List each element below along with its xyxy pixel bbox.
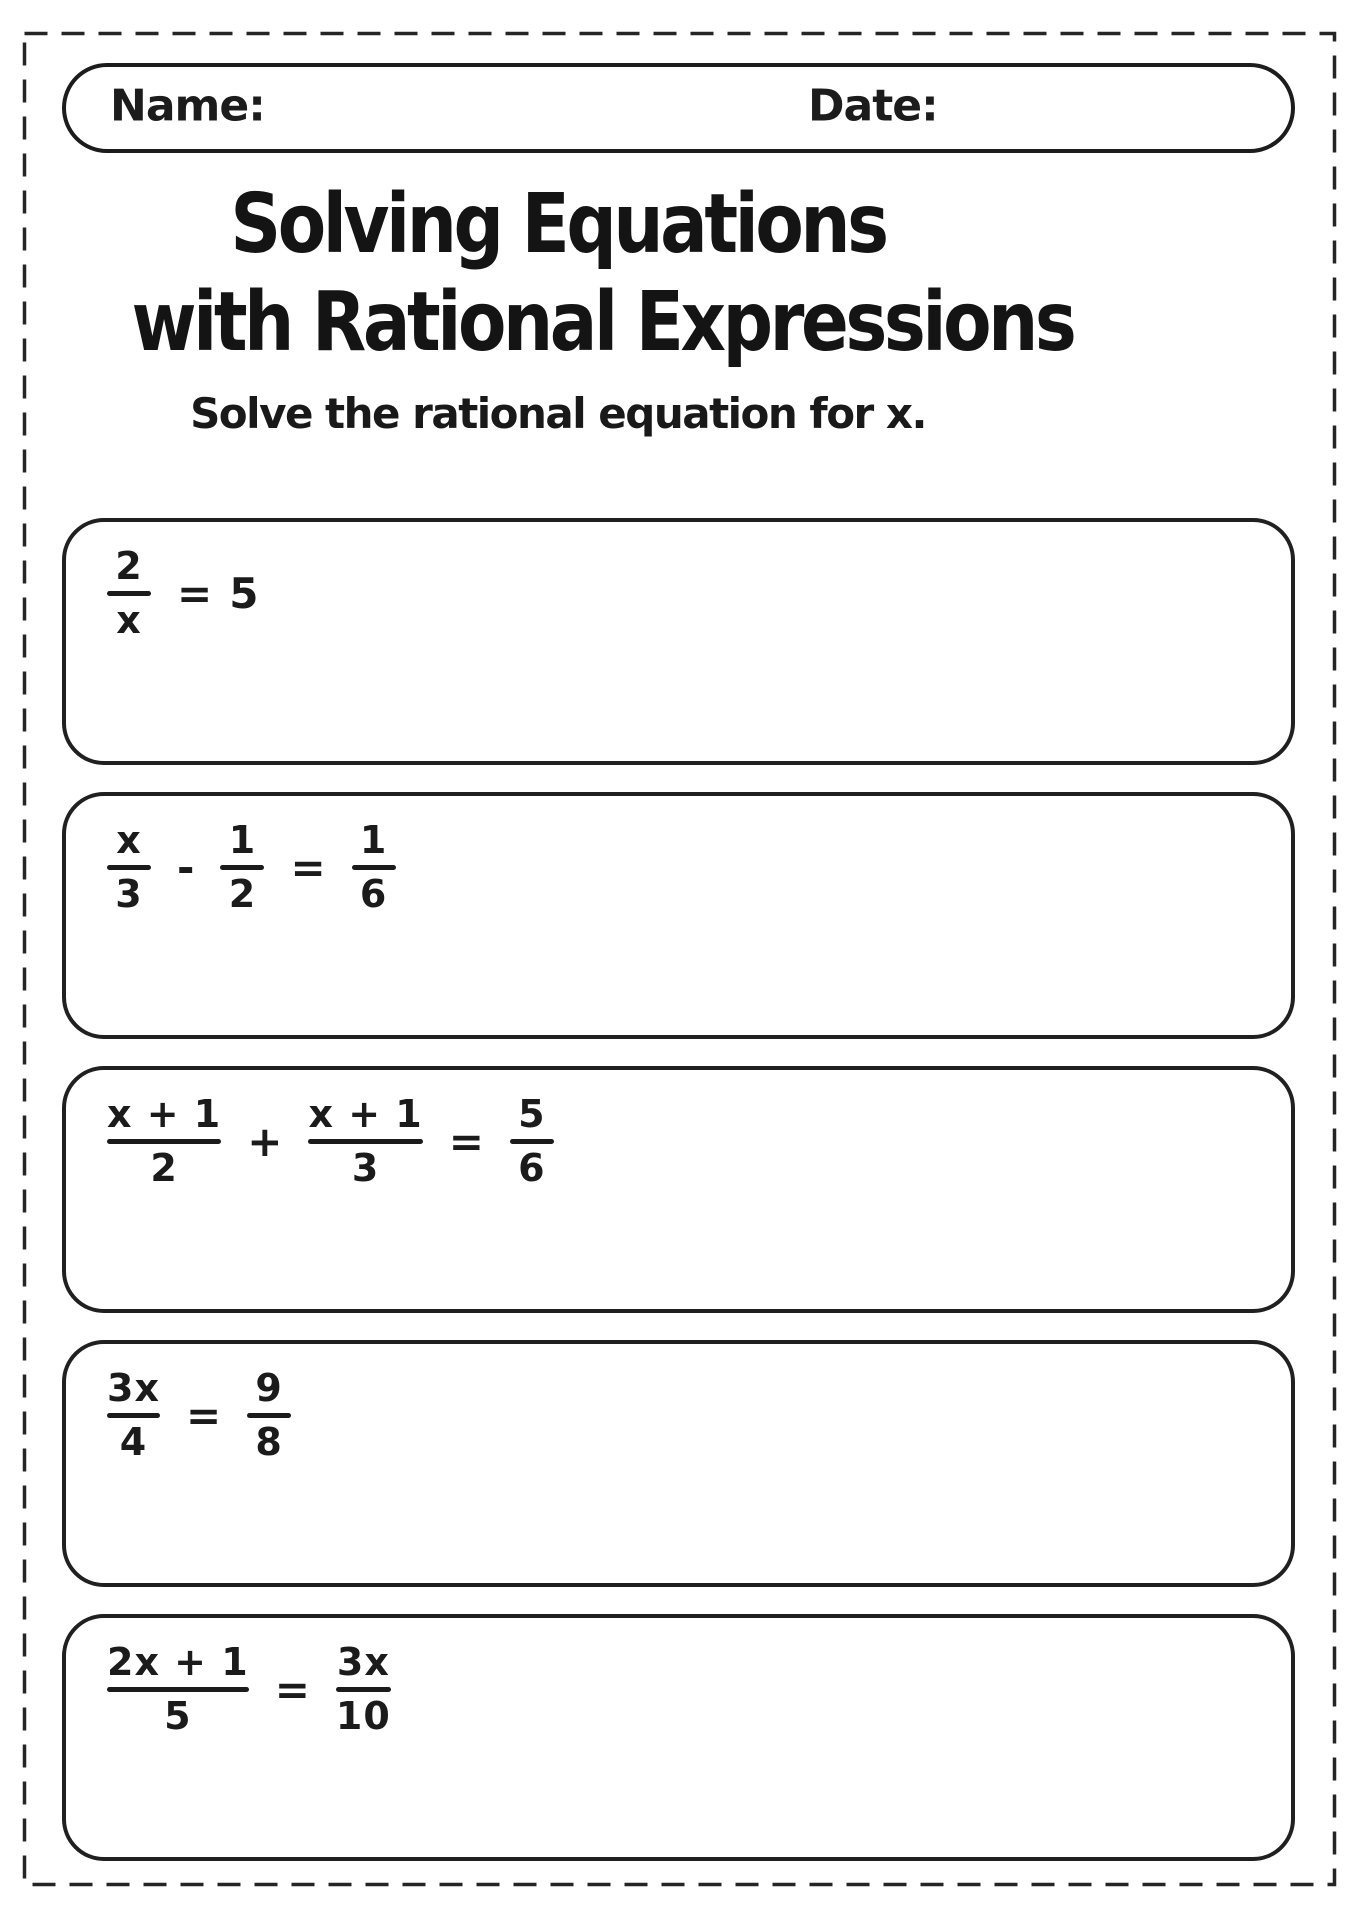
- answer-workspace-5[interactable]: [98, 1737, 1263, 1857]
- fraction: [98, 1642, 258, 1737]
- fraction-denominator: 2: [150, 1146, 178, 1191]
- page-title: [131, 176, 1074, 373]
- operator: =: [177, 568, 213, 618]
- fraction-numerator: 9: [255, 1366, 283, 1410]
- fraction-bar: [308, 1139, 422, 1144]
- problem-box-2: [62, 792, 1295, 1039]
- title-block: [62, 176, 1074, 438]
- fraction: [327, 1642, 400, 1737]
- fraction-numerator: 3x: [336, 1640, 390, 1684]
- fraction-bar: [336, 1687, 391, 1692]
- fraction-denominator: 8: [255, 1420, 283, 1465]
- name-date-field: [62, 63, 1295, 153]
- fraction-numerator: 3x: [107, 1366, 160, 1410]
- problem-list: [62, 518, 1295, 1861]
- fraction-denominator: 6: [359, 872, 388, 917]
- fraction: [98, 546, 160, 641]
- problem-box-4: [62, 1340, 1295, 1587]
- operator: =: [448, 1116, 484, 1166]
- fraction-numerator: 1: [228, 818, 257, 862]
- fraction: [98, 1094, 230, 1189]
- problem-box-3: [62, 1066, 1295, 1313]
- fraction: [211, 820, 273, 915]
- fraction: [98, 820, 160, 915]
- name-label: Name:: [110, 80, 265, 132]
- fraction-numerator: 2x + 1: [107, 1640, 249, 1684]
- value: 5: [229, 568, 259, 618]
- fraction-bar: [107, 1687, 249, 1692]
- problem-equation-4: [98, 1368, 1263, 1463]
- fraction-numerator: 2: [115, 544, 143, 588]
- name-input-area[interactable]: [276, 77, 796, 147]
- operator: =: [290, 842, 326, 892]
- fraction-denominator: 2: [228, 872, 257, 917]
- fraction: [343, 820, 405, 915]
- problem-equation-1: [98, 546, 1263, 641]
- answer-workspace-4[interactable]: [98, 1463, 1263, 1583]
- fraction-numerator: 5: [518, 1092, 546, 1136]
- page-title-line1: Solving Equations: [230, 177, 886, 272]
- fraction-bar: [352, 865, 396, 870]
- problem-box-5: [62, 1614, 1295, 1861]
- fraction-numerator: x + 1: [308, 1092, 423, 1136]
- fraction-numerator: x + 1: [107, 1092, 222, 1136]
- fraction-numerator: 1: [359, 818, 388, 862]
- fraction-denominator: 10: [335, 1694, 391, 1739]
- fraction: [98, 1368, 169, 1463]
- fraction-denominator: 4: [119, 1420, 148, 1465]
- fraction-numerator: x: [116, 818, 142, 862]
- fraction-denominator: 3: [351, 1146, 380, 1191]
- answer-workspace-3[interactable]: [98, 1189, 1263, 1309]
- fraction-bar: [107, 865, 151, 870]
- fraction-bar: [107, 1139, 221, 1144]
- fraction-bar: [107, 1413, 160, 1418]
- fraction-bar: [510, 1139, 554, 1144]
- operator: =: [185, 1390, 222, 1440]
- fraction-denominator: x: [116, 598, 142, 643]
- date-label: Date:: [808, 80, 938, 132]
- fraction: [501, 1094, 563, 1189]
- fraction: [238, 1368, 300, 1463]
- answer-workspace-1[interactable]: [98, 641, 1263, 761]
- problem-equation-3: [98, 1094, 1263, 1189]
- fraction-denominator: 6: [518, 1146, 546, 1191]
- answer-workspace-2[interactable]: [98, 915, 1263, 1035]
- problem-equation-2: [98, 820, 1263, 915]
- page-title-line2: with Rational Expressions: [131, 275, 1074, 371]
- fraction: [299, 1094, 431, 1189]
- problem-box-1: [62, 518, 1295, 765]
- operator: =: [274, 1664, 310, 1714]
- fraction-bar: [107, 591, 151, 596]
- fraction-denominator: 5: [164, 1694, 192, 1739]
- date-input-area[interactable]: [946, 77, 1286, 147]
- fraction-bar: [247, 1413, 291, 1418]
- fraction-denominator: 3: [115, 872, 143, 917]
- problem-equation-5: [98, 1642, 1263, 1737]
- instructions-text: Solve the rational equation for x.: [190, 388, 926, 438]
- operator: -: [177, 842, 195, 892]
- fraction-bar: [220, 865, 264, 870]
- operator: +: [247, 1116, 283, 1166]
